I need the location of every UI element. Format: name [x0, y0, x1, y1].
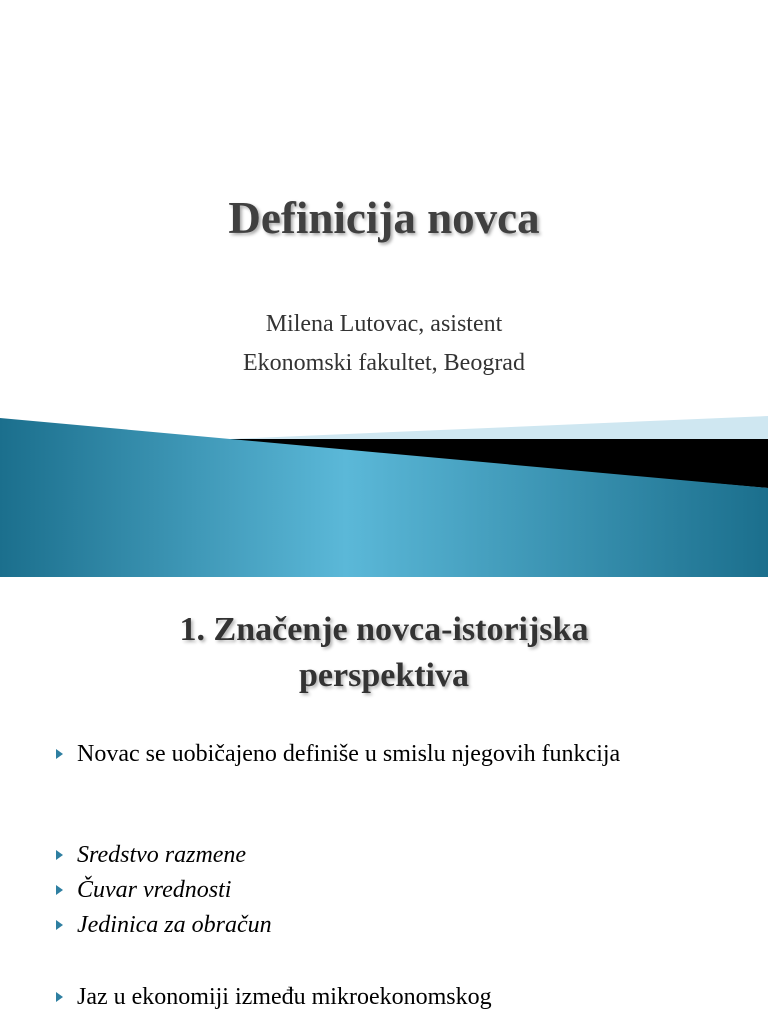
bullet-arrow-icon	[56, 885, 63, 895]
bullet-item	[56, 910, 696, 941]
bullet-item	[56, 982, 696, 1013]
bullet-item	[56, 875, 696, 906]
section-title	[0, 607, 768, 699]
bullet-arrow-icon	[56, 749, 63, 759]
banner-pale-stripe	[230, 416, 768, 439]
bullet-text: Novac se uobičajeno definiše u smislu njegovih funkcija	[77, 741, 621, 767]
bullet-text: Sredstvo razmene	[77, 842, 247, 868]
bullet-text: Jedinica za obračun	[77, 912, 272, 938]
bullet-item	[56, 840, 696, 871]
slide-title: Definicija novca	[228, 193, 540, 243]
bullet-text: Čuvar vrednosti	[77, 877, 232, 903]
section-title-line1: 1. Značenje novca-istorijska	[179, 611, 589, 648]
section-title-line2: perspektiva	[299, 657, 469, 694]
decorative-banner	[0, 410, 768, 577]
bullet-item	[56, 739, 696, 770]
content-slide	[0, 577, 768, 1024]
bullet-arrow-icon	[56, 850, 63, 860]
institution-line: Ekonomski fakultet, Beograd	[243, 350, 525, 376]
bullet-arrow-icon	[56, 992, 63, 1002]
bullet-arrow-icon	[56, 920, 63, 930]
author-line: Milena Lutovac, asistent	[265, 311, 503, 337]
bullet-text: Jaz u ekonomiji između mikroekonomskog	[77, 984, 492, 1010]
